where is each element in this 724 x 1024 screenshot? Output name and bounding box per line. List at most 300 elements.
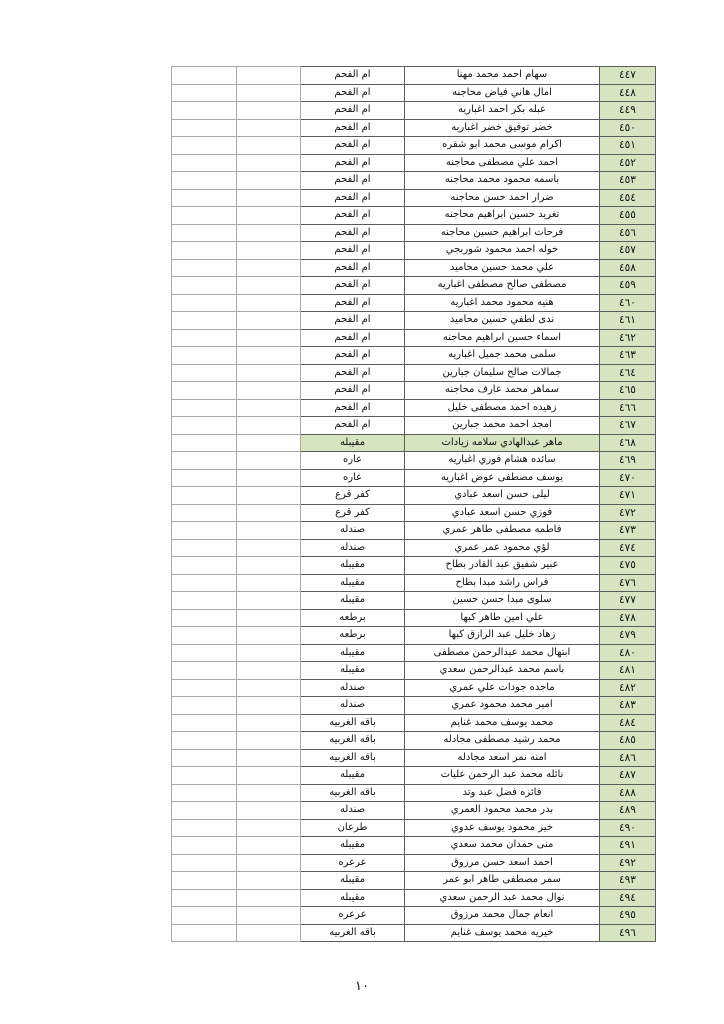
town-cell: مقيبله bbox=[301, 662, 405, 680]
empty-cell bbox=[237, 487, 301, 505]
town-cell: مقيبله bbox=[301, 837, 405, 855]
table-row bbox=[172, 399, 656, 417]
table-row bbox=[172, 242, 656, 260]
empty-cell bbox=[237, 627, 301, 645]
serial-number-cell: ٤٧٦ bbox=[600, 574, 656, 592]
empty-cell bbox=[172, 364, 237, 382]
empty-cell bbox=[237, 802, 301, 820]
empty-cell bbox=[172, 417, 237, 435]
name-cell: ليلى حسن اسعد عبادي bbox=[405, 487, 600, 505]
table-row bbox=[172, 539, 656, 557]
serial-number-cell: ٤٨٨ bbox=[600, 784, 656, 802]
serial-number-cell: ٤٧٤ bbox=[600, 539, 656, 557]
empty-cell bbox=[172, 697, 237, 715]
table-row bbox=[172, 802, 656, 820]
town-cell: ام الفحم bbox=[301, 207, 405, 225]
name-cell: سائده هشام فوزي اغباريه bbox=[405, 452, 600, 470]
empty-cell bbox=[237, 574, 301, 592]
empty-cell bbox=[237, 819, 301, 837]
empty-cell bbox=[237, 329, 301, 347]
empty-cell bbox=[237, 277, 301, 295]
empty-cell bbox=[172, 399, 237, 417]
town-cell: ام الفحم bbox=[301, 347, 405, 365]
empty-cell bbox=[237, 732, 301, 750]
town-cell: ام الفحم bbox=[301, 84, 405, 102]
town-cell: برطعه bbox=[301, 609, 405, 627]
empty-cell bbox=[237, 347, 301, 365]
town-cell: عرعره bbox=[301, 907, 405, 925]
serial-number-cell: ٤٨٢ bbox=[600, 679, 656, 697]
serial-number-cell: ٤٨٩ bbox=[600, 802, 656, 820]
table-row bbox=[172, 784, 656, 802]
table-row bbox=[172, 592, 656, 610]
serial-number-cell: ٤٥٤ bbox=[600, 189, 656, 207]
table-row bbox=[172, 662, 656, 680]
empty-cell bbox=[237, 102, 301, 120]
empty-cell bbox=[237, 609, 301, 627]
empty-cell bbox=[172, 382, 237, 400]
empty-cell bbox=[237, 522, 301, 540]
empty-cell bbox=[172, 889, 237, 907]
empty-cell bbox=[237, 224, 301, 242]
empty-cell bbox=[172, 872, 237, 890]
name-cell: جمالات صالح سليمان جبارين bbox=[405, 364, 600, 382]
name-cell: سمر مصطفى طاهر ابو عمر bbox=[405, 872, 600, 890]
town-cell: باقه الغربيه bbox=[301, 749, 405, 767]
empty-cell bbox=[172, 189, 237, 207]
name-cell: اكرام موسى محمد ابو شقره bbox=[405, 137, 600, 155]
empty-cell bbox=[237, 469, 301, 487]
empty-cell bbox=[237, 364, 301, 382]
empty-cell bbox=[172, 907, 237, 925]
town-cell: عاره bbox=[301, 452, 405, 470]
name-cell: ماجده جودات علي عمري bbox=[405, 679, 600, 697]
empty-cell bbox=[172, 539, 237, 557]
serial-number-cell: ٤٧٩ bbox=[600, 627, 656, 645]
table-row bbox=[172, 697, 656, 715]
empty-cell bbox=[237, 889, 301, 907]
name-cell: سماهر محمد عارف محاجنه bbox=[405, 382, 600, 400]
empty-cell bbox=[172, 137, 237, 155]
serial-number-cell: ٤٦٢ bbox=[600, 329, 656, 347]
empty-cell bbox=[237, 67, 301, 85]
empty-cell bbox=[172, 767, 237, 785]
table-row bbox=[172, 434, 656, 452]
serial-number-cell: ٤٧٠ bbox=[600, 469, 656, 487]
name-cell: امال هاني فياض محاجنه bbox=[405, 84, 600, 102]
serial-number-cell: ٤٥٧ bbox=[600, 242, 656, 260]
town-cell: ام الفحم bbox=[301, 294, 405, 312]
empty-cell bbox=[172, 329, 237, 347]
town-cell: كفر قرع bbox=[301, 487, 405, 505]
name-cell: ضرار احمد حسن محاجنه bbox=[405, 189, 600, 207]
name-cell: نائله محمد عبد الرحمن عليات bbox=[405, 767, 600, 785]
town-cell: باقه الغربيه bbox=[301, 924, 405, 942]
name-cell: ندى لطفي حسين محاميد bbox=[405, 312, 600, 330]
town-cell: مقيبله bbox=[301, 767, 405, 785]
name-cell: عبله بكر احمد اغباريه bbox=[405, 102, 600, 120]
table-row bbox=[172, 347, 656, 365]
empty-cell bbox=[172, 294, 237, 312]
town-cell: ام الفحم bbox=[301, 259, 405, 277]
empty-cell bbox=[237, 679, 301, 697]
empty-cell bbox=[237, 539, 301, 557]
serial-number-cell: ٤٥٦ bbox=[600, 224, 656, 242]
serial-number-cell: ٤٧٧ bbox=[600, 592, 656, 610]
empty-cell bbox=[172, 469, 237, 487]
table-row bbox=[172, 207, 656, 225]
name-cell: هنيه محمود محمد اغباريه bbox=[405, 294, 600, 312]
name-cell: ماهر عبدالهادي سلامه زيادات bbox=[405, 434, 600, 452]
serial-number-cell: ٤٩٤ bbox=[600, 889, 656, 907]
name-cell: بدر محمد محمود العمري bbox=[405, 802, 600, 820]
empty-cell bbox=[237, 119, 301, 137]
town-cell: باقه الغربيه bbox=[301, 732, 405, 750]
empty-cell bbox=[172, 102, 237, 120]
table-row bbox=[172, 714, 656, 732]
table-row bbox=[172, 172, 656, 190]
empty-cell bbox=[237, 592, 301, 610]
table-row bbox=[172, 294, 656, 312]
name-cell: مصطفى صالح مصطفى اغباريه bbox=[405, 277, 600, 295]
name-cell: علي امين طاهر كبها bbox=[405, 609, 600, 627]
town-cell: مقيبله bbox=[301, 574, 405, 592]
table-row bbox=[172, 837, 656, 855]
empty-cell bbox=[237, 452, 301, 470]
empty-cell bbox=[172, 434, 237, 452]
empty-cell bbox=[172, 119, 237, 137]
serial-number-cell: ٤٩٦ bbox=[600, 924, 656, 942]
empty-cell bbox=[172, 504, 237, 522]
town-cell: عاره bbox=[301, 469, 405, 487]
serial-number-cell: ٤٩٣ bbox=[600, 872, 656, 890]
town-cell: صندله bbox=[301, 539, 405, 557]
table-row bbox=[172, 154, 656, 172]
table-row bbox=[172, 732, 656, 750]
table-row bbox=[172, 452, 656, 470]
name-cell: نوال محمد عبد الرحمن سعدي bbox=[405, 889, 600, 907]
empty-cell bbox=[237, 714, 301, 732]
serial-number-cell: ٤٨٦ bbox=[600, 749, 656, 767]
table-row bbox=[172, 889, 656, 907]
empty-cell bbox=[172, 312, 237, 330]
town-cell: مقيبله bbox=[301, 872, 405, 890]
table-row bbox=[172, 312, 656, 330]
empty-cell bbox=[172, 854, 237, 872]
table-row bbox=[172, 119, 656, 137]
table-row bbox=[172, 819, 656, 837]
serial-number-cell: ٤٩٥ bbox=[600, 907, 656, 925]
name-cell: ابتهال محمد عبدالرحمن مصطفى bbox=[405, 644, 600, 662]
name-cell: علي محمد حسين محاميد bbox=[405, 259, 600, 277]
empty-cell bbox=[172, 924, 237, 942]
serial-number-cell: ٤٧١ bbox=[600, 487, 656, 505]
name-cell: باسمه محمود محمد محاجنه bbox=[405, 172, 600, 190]
table-row bbox=[172, 364, 656, 382]
name-cell: تغريد حسين ابراهيم محاجنه bbox=[405, 207, 600, 225]
name-cell: سلوى مبدا حسن حسين bbox=[405, 592, 600, 610]
empty-cell bbox=[237, 434, 301, 452]
serial-number-cell: ٤٦٤ bbox=[600, 364, 656, 382]
name-cell: زهيده احمد مصطفى خليل bbox=[405, 399, 600, 417]
town-cell: مقيبله bbox=[301, 434, 405, 452]
name-cell: فراس راشد مبدا بطاح bbox=[405, 574, 600, 592]
page-number: ١٠ bbox=[355, 979, 369, 994]
names-table bbox=[171, 66, 656, 942]
empty-cell bbox=[237, 644, 301, 662]
empty-cell bbox=[237, 242, 301, 260]
table-row bbox=[172, 259, 656, 277]
town-cell: ام الفحم bbox=[301, 417, 405, 435]
empty-cell bbox=[172, 277, 237, 295]
empty-cell bbox=[237, 837, 301, 855]
empty-cell bbox=[172, 662, 237, 680]
town-cell: مقيبله bbox=[301, 889, 405, 907]
empty-cell bbox=[172, 84, 237, 102]
name-cell: امنه نمر اسعد مجادله bbox=[405, 749, 600, 767]
name-cell: سهام احمد محمد مهنا bbox=[405, 67, 600, 85]
serial-number-cell: ٤٥٨ bbox=[600, 259, 656, 277]
serial-number-cell: ٤٦٨ bbox=[600, 434, 656, 452]
table-row bbox=[172, 137, 656, 155]
empty-cell bbox=[172, 802, 237, 820]
empty-cell bbox=[237, 662, 301, 680]
empty-cell bbox=[172, 749, 237, 767]
table-row bbox=[172, 504, 656, 522]
serial-number-cell: ٤٤٩ bbox=[600, 102, 656, 120]
name-cell: عبير شفيق عبد القادر بطاح bbox=[405, 557, 600, 575]
empty-cell bbox=[172, 679, 237, 697]
empty-cell bbox=[172, 259, 237, 277]
name-cell: سلمى محمد جميل اغباريه bbox=[405, 347, 600, 365]
empty-cell bbox=[237, 312, 301, 330]
empty-cell bbox=[172, 487, 237, 505]
town-cell: كفر قرع bbox=[301, 504, 405, 522]
serial-number-cell: ٤٤٨ bbox=[600, 84, 656, 102]
serial-number-cell: ٤٨٧ bbox=[600, 767, 656, 785]
name-cell: فوزي حسن اسعد عبادي bbox=[405, 504, 600, 522]
serial-number-cell: ٤٧٣ bbox=[600, 522, 656, 540]
name-cell: خير محمود يوسف عدوي bbox=[405, 819, 600, 837]
name-cell: فائزه فضل عبد وتد bbox=[405, 784, 600, 802]
serial-number-cell: ٤٨١ bbox=[600, 662, 656, 680]
town-cell: ام الفحم bbox=[301, 312, 405, 330]
town-cell: صندله bbox=[301, 802, 405, 820]
empty-cell bbox=[172, 207, 237, 225]
empty-cell bbox=[172, 452, 237, 470]
empty-cell bbox=[237, 557, 301, 575]
town-cell: ام الفحم bbox=[301, 399, 405, 417]
table-row bbox=[172, 84, 656, 102]
table-row bbox=[172, 872, 656, 890]
table-row bbox=[172, 749, 656, 767]
empty-cell bbox=[237, 924, 301, 942]
empty-cell bbox=[172, 347, 237, 365]
name-cell: خيريه محمد يوسف غنايم bbox=[405, 924, 600, 942]
table-row bbox=[172, 417, 656, 435]
table-row bbox=[172, 907, 656, 925]
serial-number-cell: ٤٥٣ bbox=[600, 172, 656, 190]
town-cell: صندله bbox=[301, 697, 405, 715]
empty-cell bbox=[172, 172, 237, 190]
empty-cell bbox=[237, 784, 301, 802]
name-cell: خضر توفيق خضر اغباريه bbox=[405, 119, 600, 137]
serial-number-cell: ٤٨٥ bbox=[600, 732, 656, 750]
name-cell: امير محمد محمود عمري bbox=[405, 697, 600, 715]
town-cell: مقيبله bbox=[301, 592, 405, 610]
name-cell: امجد احمد محمد جبارين bbox=[405, 417, 600, 435]
table-row bbox=[172, 924, 656, 942]
serial-number-cell: ٤٧٥ bbox=[600, 557, 656, 575]
empty-cell bbox=[237, 294, 301, 312]
name-cell: محمد رشيد مصطفى مجادله bbox=[405, 732, 600, 750]
table-row bbox=[172, 644, 656, 662]
table-row bbox=[172, 854, 656, 872]
serial-number-cell: ٤٩١ bbox=[600, 837, 656, 855]
empty-cell bbox=[237, 697, 301, 715]
empty-cell bbox=[237, 172, 301, 190]
empty-cell bbox=[172, 557, 237, 575]
table-row bbox=[172, 557, 656, 575]
table-row bbox=[172, 679, 656, 697]
name-cell: فرحات ابراهيم حسين محاجنه bbox=[405, 224, 600, 242]
table-row bbox=[172, 102, 656, 120]
serial-number-cell: ٤٩٢ bbox=[600, 854, 656, 872]
name-cell: احمد علي مصطفى محاجنه bbox=[405, 154, 600, 172]
empty-cell bbox=[172, 819, 237, 837]
name-cell: انعام جمال محمد مرزوق bbox=[405, 907, 600, 925]
name-cell: اسماء حسين ابراهيم محاجنه bbox=[405, 329, 600, 347]
table-row bbox=[172, 469, 656, 487]
table-row bbox=[172, 627, 656, 645]
serial-number-cell: ٤٦٦ bbox=[600, 399, 656, 417]
empty-cell bbox=[172, 627, 237, 645]
serial-number-cell: ٤٦٠ bbox=[600, 294, 656, 312]
table-row bbox=[172, 609, 656, 627]
empty-cell bbox=[172, 644, 237, 662]
serial-number-cell: ٤٦٣ bbox=[600, 347, 656, 365]
table-row bbox=[172, 329, 656, 347]
empty-cell bbox=[237, 259, 301, 277]
town-cell: ام الفحم bbox=[301, 154, 405, 172]
serial-number-cell: ٤٩٠ bbox=[600, 819, 656, 837]
name-cell: منى حمدان محمد سعدي bbox=[405, 837, 600, 855]
empty-cell bbox=[237, 399, 301, 417]
empty-cell bbox=[237, 749, 301, 767]
empty-cell bbox=[172, 574, 237, 592]
serial-number-cell: ٤٦٩ bbox=[600, 452, 656, 470]
table-row bbox=[172, 767, 656, 785]
town-cell: باقه الغربيه bbox=[301, 784, 405, 802]
name-cell: باسم محمد عبدالرحمن سعدي bbox=[405, 662, 600, 680]
serial-number-cell: ٤٧٢ bbox=[600, 504, 656, 522]
empty-cell bbox=[172, 592, 237, 610]
empty-cell bbox=[237, 872, 301, 890]
serial-number-cell: ٤٨٣ bbox=[600, 697, 656, 715]
name-cell: لؤي محمود عمر عمري bbox=[405, 539, 600, 557]
serial-number-cell: ٤٥٩ bbox=[600, 277, 656, 295]
name-cell: خوله احمد محمود شوربجي bbox=[405, 242, 600, 260]
name-cell: يوسف مصطفى عوض اغباريه bbox=[405, 469, 600, 487]
table-body bbox=[172, 67, 656, 942]
serial-number-cell: ٤٥٢ bbox=[600, 154, 656, 172]
empty-cell bbox=[237, 189, 301, 207]
empty-cell bbox=[172, 224, 237, 242]
name-cell: احمد اسعد حسن مرزوق bbox=[405, 854, 600, 872]
serial-number-cell: ٤٤٧ bbox=[600, 67, 656, 85]
serial-number-cell: ٤٦٥ bbox=[600, 382, 656, 400]
empty-cell bbox=[172, 522, 237, 540]
town-cell: ام الفحم bbox=[301, 119, 405, 137]
town-cell: ام الفحم bbox=[301, 137, 405, 155]
name-cell: محمد يوسف محمد غنايم bbox=[405, 714, 600, 732]
serial-number-cell: ٤٧٨ bbox=[600, 609, 656, 627]
empty-cell bbox=[237, 382, 301, 400]
town-cell: مقيبله bbox=[301, 644, 405, 662]
serial-number-cell: ٤٥٥ bbox=[600, 207, 656, 225]
town-cell: مقيبله bbox=[301, 557, 405, 575]
town-cell: برطعه bbox=[301, 627, 405, 645]
serial-number-cell: ٤٦١ bbox=[600, 312, 656, 330]
town-cell: عرعره bbox=[301, 854, 405, 872]
empty-cell bbox=[237, 854, 301, 872]
town-cell: ام الفحم bbox=[301, 67, 405, 85]
serial-number-cell: ٤٥١ bbox=[600, 137, 656, 155]
table-row bbox=[172, 574, 656, 592]
town-cell: باقه الغربيه bbox=[301, 714, 405, 732]
empty-cell bbox=[172, 714, 237, 732]
table-row bbox=[172, 522, 656, 540]
table-row bbox=[172, 67, 656, 85]
empty-cell bbox=[237, 84, 301, 102]
town-cell: ام الفحم bbox=[301, 242, 405, 260]
town-cell: ام الفحم bbox=[301, 224, 405, 242]
serial-number-cell: ٤٨٠ bbox=[600, 644, 656, 662]
town-cell: ام الفحم bbox=[301, 102, 405, 120]
serial-number-cell: ٤٦٧ bbox=[600, 417, 656, 435]
empty-cell bbox=[237, 154, 301, 172]
town-cell: طرعان bbox=[301, 819, 405, 837]
table-row bbox=[172, 487, 656, 505]
town-cell: صندله bbox=[301, 522, 405, 540]
empty-cell bbox=[237, 207, 301, 225]
empty-cell bbox=[237, 767, 301, 785]
empty-cell bbox=[237, 504, 301, 522]
serial-number-cell: ٤٨٤ bbox=[600, 714, 656, 732]
empty-cell bbox=[237, 417, 301, 435]
name-cell: زهاد خليل عبد الرازق كبها bbox=[405, 627, 600, 645]
town-cell: ام الفحم bbox=[301, 172, 405, 190]
table-row bbox=[172, 189, 656, 207]
town-cell: صندله bbox=[301, 679, 405, 697]
town-cell: ام الفحم bbox=[301, 382, 405, 400]
empty-cell bbox=[172, 67, 237, 85]
empty-cell bbox=[172, 732, 237, 750]
empty-cell bbox=[172, 609, 237, 627]
town-cell: ام الفحم bbox=[301, 329, 405, 347]
town-cell: ام الفحم bbox=[301, 364, 405, 382]
empty-cell bbox=[172, 242, 237, 260]
name-cell: فاطمه مصطفى طاهر عمري bbox=[405, 522, 600, 540]
empty-cell bbox=[172, 837, 237, 855]
empty-cell bbox=[237, 907, 301, 925]
empty-cell bbox=[172, 154, 237, 172]
town-cell: ام الفحم bbox=[301, 277, 405, 295]
serial-number-cell: ٤٥٠ bbox=[600, 119, 656, 137]
table-row bbox=[172, 382, 656, 400]
table-row bbox=[172, 224, 656, 242]
table-row bbox=[172, 277, 656, 295]
